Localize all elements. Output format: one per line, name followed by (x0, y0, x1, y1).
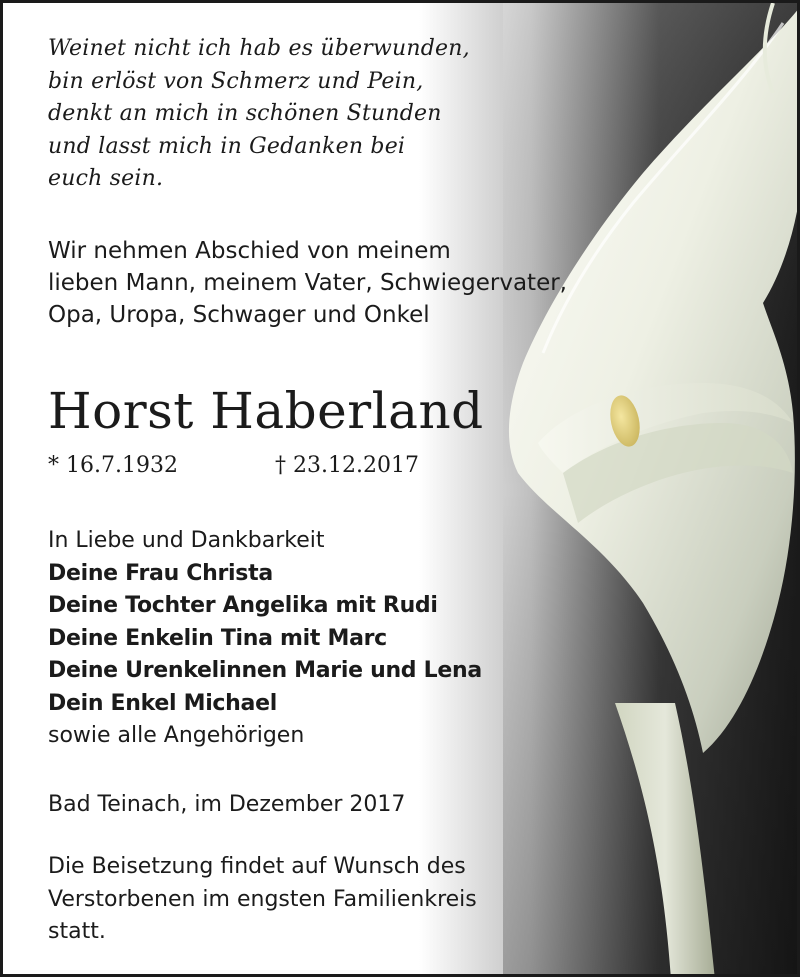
mourners-intro: In Liebe und Dankbarkeit (48, 528, 325, 553)
poem-line: Weinet nicht ich hab es überwunden, (48, 36, 470, 61)
funeral-line: Die Beisetzung findet auf Wunsch des (48, 854, 466, 879)
life-dates (48, 451, 419, 481)
death-date: † 23.12.2017 (275, 453, 419, 478)
funeral-line: statt. (48, 919, 106, 944)
poem-line: denkt an mich in schönen Stunden (48, 101, 442, 126)
mourner-name: Deine Urenkelinnen Marie und Lena (48, 658, 482, 683)
mourners-closing: sowie alle Angehörigen (48, 723, 305, 748)
intro-line: Opa, Uropa, Schwager und Onkel (48, 302, 430, 328)
mourner-name: Dein Enkel Michael (48, 690, 277, 716)
mourner-name: Deine Frau Christa (48, 560, 273, 586)
farewell-intro (48, 235, 567, 331)
poem (48, 33, 608, 196)
funeral-note (48, 851, 477, 949)
poem-line: euch sein. (48, 166, 164, 191)
mourners-list (48, 525, 482, 753)
text-column (48, 33, 608, 944)
place-date: Bad Teinach, im Dezember 2017 (48, 792, 406, 817)
intro-line: lieben Mann, meinem Vater, Schwiegervater, (48, 270, 567, 296)
poem-line: und lasst mich in Gedanken bei (48, 133, 406, 159)
intro-line: Wir nehmen Abschied von meinem (48, 238, 451, 264)
mourner-name: Deine Tochter Angelika mit Rudi (48, 593, 438, 618)
poem-line: bin erlöst von Schmerz und Pein, (48, 68, 424, 94)
birth-date: * 16.7.1932 (48, 453, 178, 478)
funeral-line: Verstorbenen im engsten Familienkreis (48, 886, 477, 912)
deceased-name: Horst Haberland (48, 382, 484, 440)
mourner-name: Deine Enkelin Tina mit Marc (48, 625, 387, 651)
